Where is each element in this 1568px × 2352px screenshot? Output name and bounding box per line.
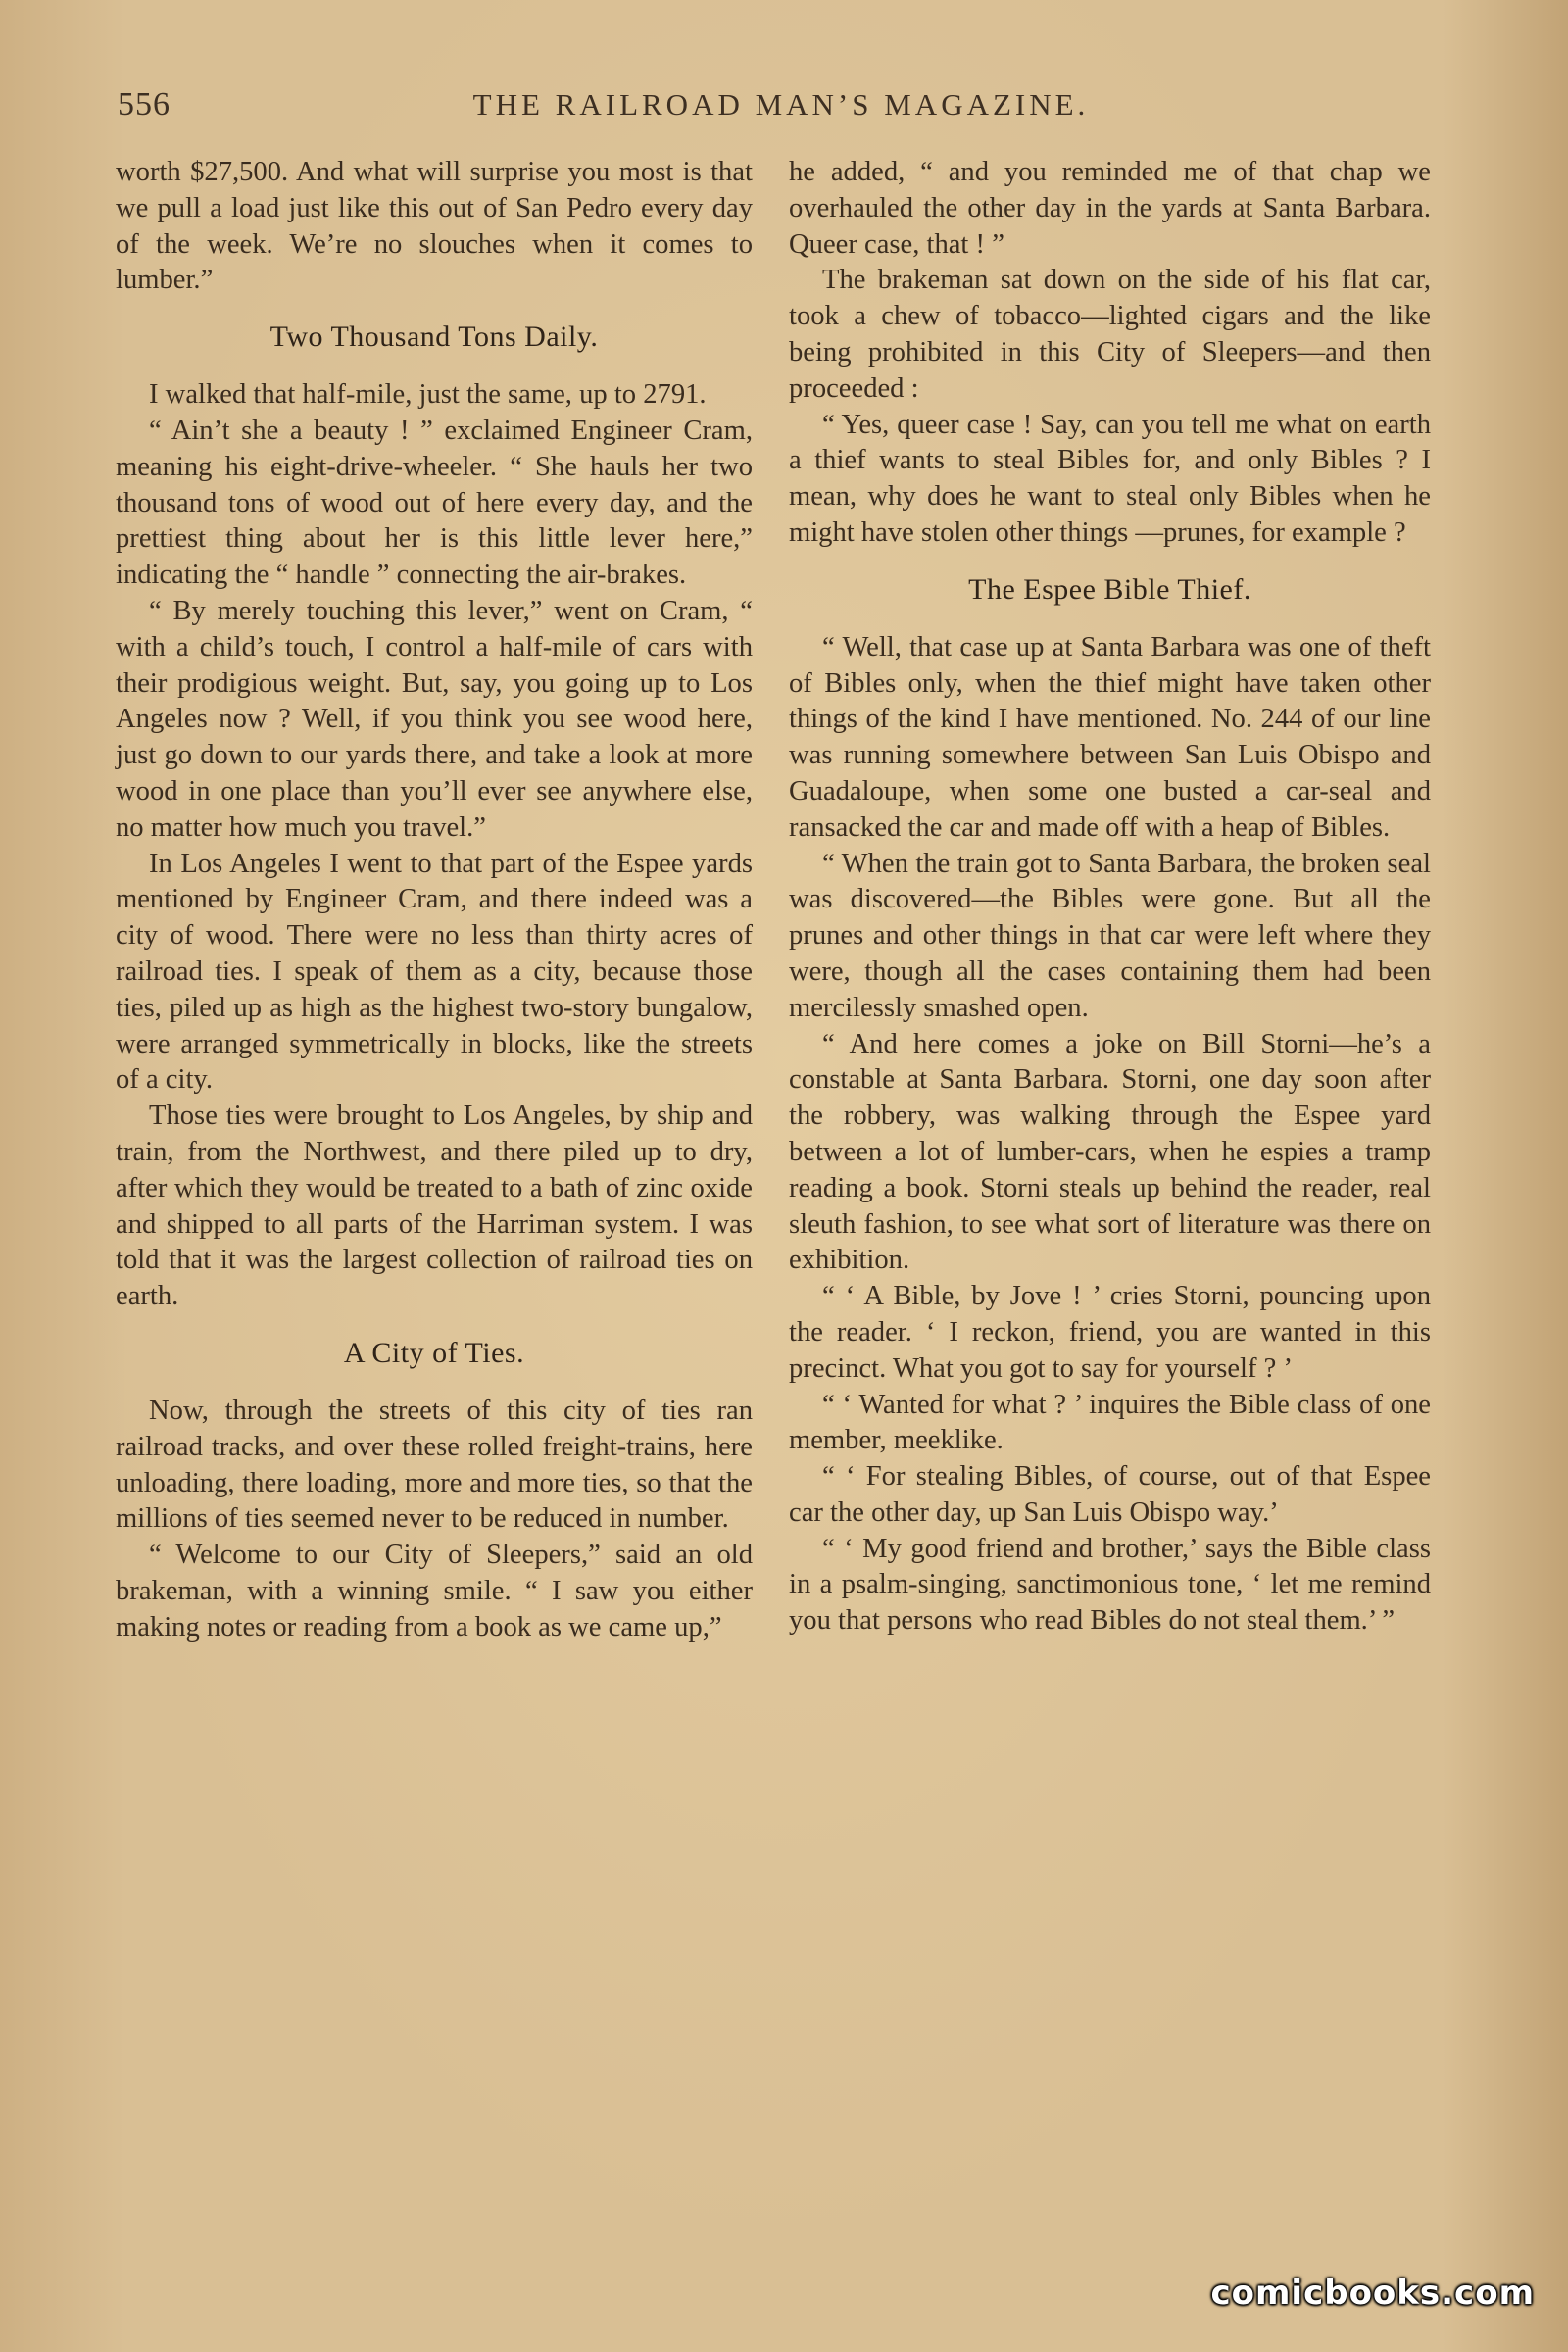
paragraph: “ Well, that case up at Santa Barbara was one of theft of Bibles only, when the thief might have taken other things of the kind I have mentioned. No. 244 of our line was running somewhere between San Luis Obispo and Guadaloupe, when some one busted a car-seal and ransacked the car and made off with a heap of Bibles. [789, 631, 1431, 843]
paragraph: The brakeman sat down on the side of his flat car, took a chew of tobacco—lighted cigars and the like being prohibited in this City of Sleepers—and then proceeded : [789, 265, 1431, 404]
page-number: 556 [118, 86, 171, 122]
paragraph: “ ‘ My good friend and brother,’ says the Bible class in a psalm-singing, sanctimonious tone, ‘ let me remind you that persons who read Bibles do not steal them.’ ” [789, 1533, 1431, 1637]
paragraph: worth $27,500. And what will surprise you most is that we pull a load just like this out of San Pedro every day of the week. We’re no slouches when it comes to lumber.” [116, 157, 753, 296]
running-title: THE RAILROAD MAN’S MAGAZINE. [472, 87, 1090, 122]
paragraph: In Los Angeles I went to that part of the Espee yards mentioned by Engineer Cram, and there indeed was a city of wood. There were no less than thirty acres of railroad ties. I speak of them as a city, because those ties, piled up as high as the highest two-story bungalow, were arranged symmetrically in blocks, like the streets of a city. [116, 848, 753, 1096]
paragraph: “ Ain’t she a beauty ! ” exclaimed Engineer Cram, meaning his eight-drive-wheeler. “ She hauls her two thousand tons of wood out of here every day, and the prettiest thing about her is this little lever here,” indicating the “ handle ” connecting the air-brakes. [116, 415, 753, 591]
section-heading: The Espee Bible Thief. [968, 572, 1251, 606]
paragraph: “ ‘ A Bible, by Jove ! ’ cries Storni, pouncing upon the reader. ‘ I reckon, friend, you are wanted in this precinct. What you got to say for yourself ? ’ [789, 1281, 1431, 1384]
paragraph: “ ‘ For stealing Bibles, of course, out of that Espee car the other day, up San Luis Obispo way.’ [789, 1461, 1431, 1528]
right-column [789, 155, 1431, 1640]
paragraph: I walked that half-mile, just the same, up to 2791. [149, 379, 707, 411]
watermark: comicbooks.com [1210, 2274, 1535, 2313]
paragraph: Those ties were brought to Los Angeles, by ship and train, from the Northwest, and there piled up to dry, after which they would be treated to a bath of zinc oxide and shipped to all parts of the Harriman system. I was told that it was the largest collection of railroad ties on earth. [116, 1101, 753, 1312]
paragraph: “ ‘ Wanted for what ? ’ inquires the Bible class of one member, meeklike. [789, 1389, 1431, 1456]
paragraph: Now, through the streets of this city of ties ran railroad tracks, and over these rolled freight-trains, here unloading, there loading, more and more ties, so that the millions of ties seemed never to be reduced in number. [116, 1395, 753, 1535]
paragraph: “ Welcome to our City of Sleepers,” said an old brakeman, with a winning smile. “ I saw you either making notes or reading from a book as we came up,” [116, 1540, 753, 1642]
paragraph: “ And here comes a joke on Bill Storni—he’s a constable at Santa Barbara. Storni, one day soon after the robbery, was walking through the Espee yard between a lot of lumber-cars, when he espies a tramp reading a book. Storni steals up behind the reader, real sleuth fashion, to see what sort of literature was there on exhibition. [789, 1028, 1431, 1276]
paragraph: he added, “ and you reminded me of that chap we overhauled the other day in the yards at Santa Barbara. Queer case, that ! ” [789, 157, 1431, 260]
paragraph: “ When the train got to Santa Barbara, the broken seal was discovered—the Bibles were gone. But all the prunes and other things in that car were left where they were, though all the cases containing them had been mercilessly smashed open. [789, 848, 1431, 1023]
page-header [118, 80, 1450, 129]
section-heading: Two Thousand Tons Daily. [270, 320, 599, 354]
left-column [116, 155, 753, 1645]
paragraph: “ By merely touching this lever,” went on Cram, “ with a child’s touch, I control a half-mile of cars with their prodigious weight. But, say, you going up to Los Angeles now ? Well, if you think you see wood here, just go down to our yards there, and take a look at more wood in one place than you’ll ever see anywhere else, no matter how much you travel.” [116, 595, 753, 843]
section-heading: A City of Ties. [343, 1336, 525, 1369]
paragraph: “ Yes, queer case ! Say, can you tell me what on earth a thief wants to steal Bibles for, and only Bibles ? I mean, why does he want to steal only Bibles when he might have stolen other things —prunes, for example ? [789, 409, 1431, 548]
